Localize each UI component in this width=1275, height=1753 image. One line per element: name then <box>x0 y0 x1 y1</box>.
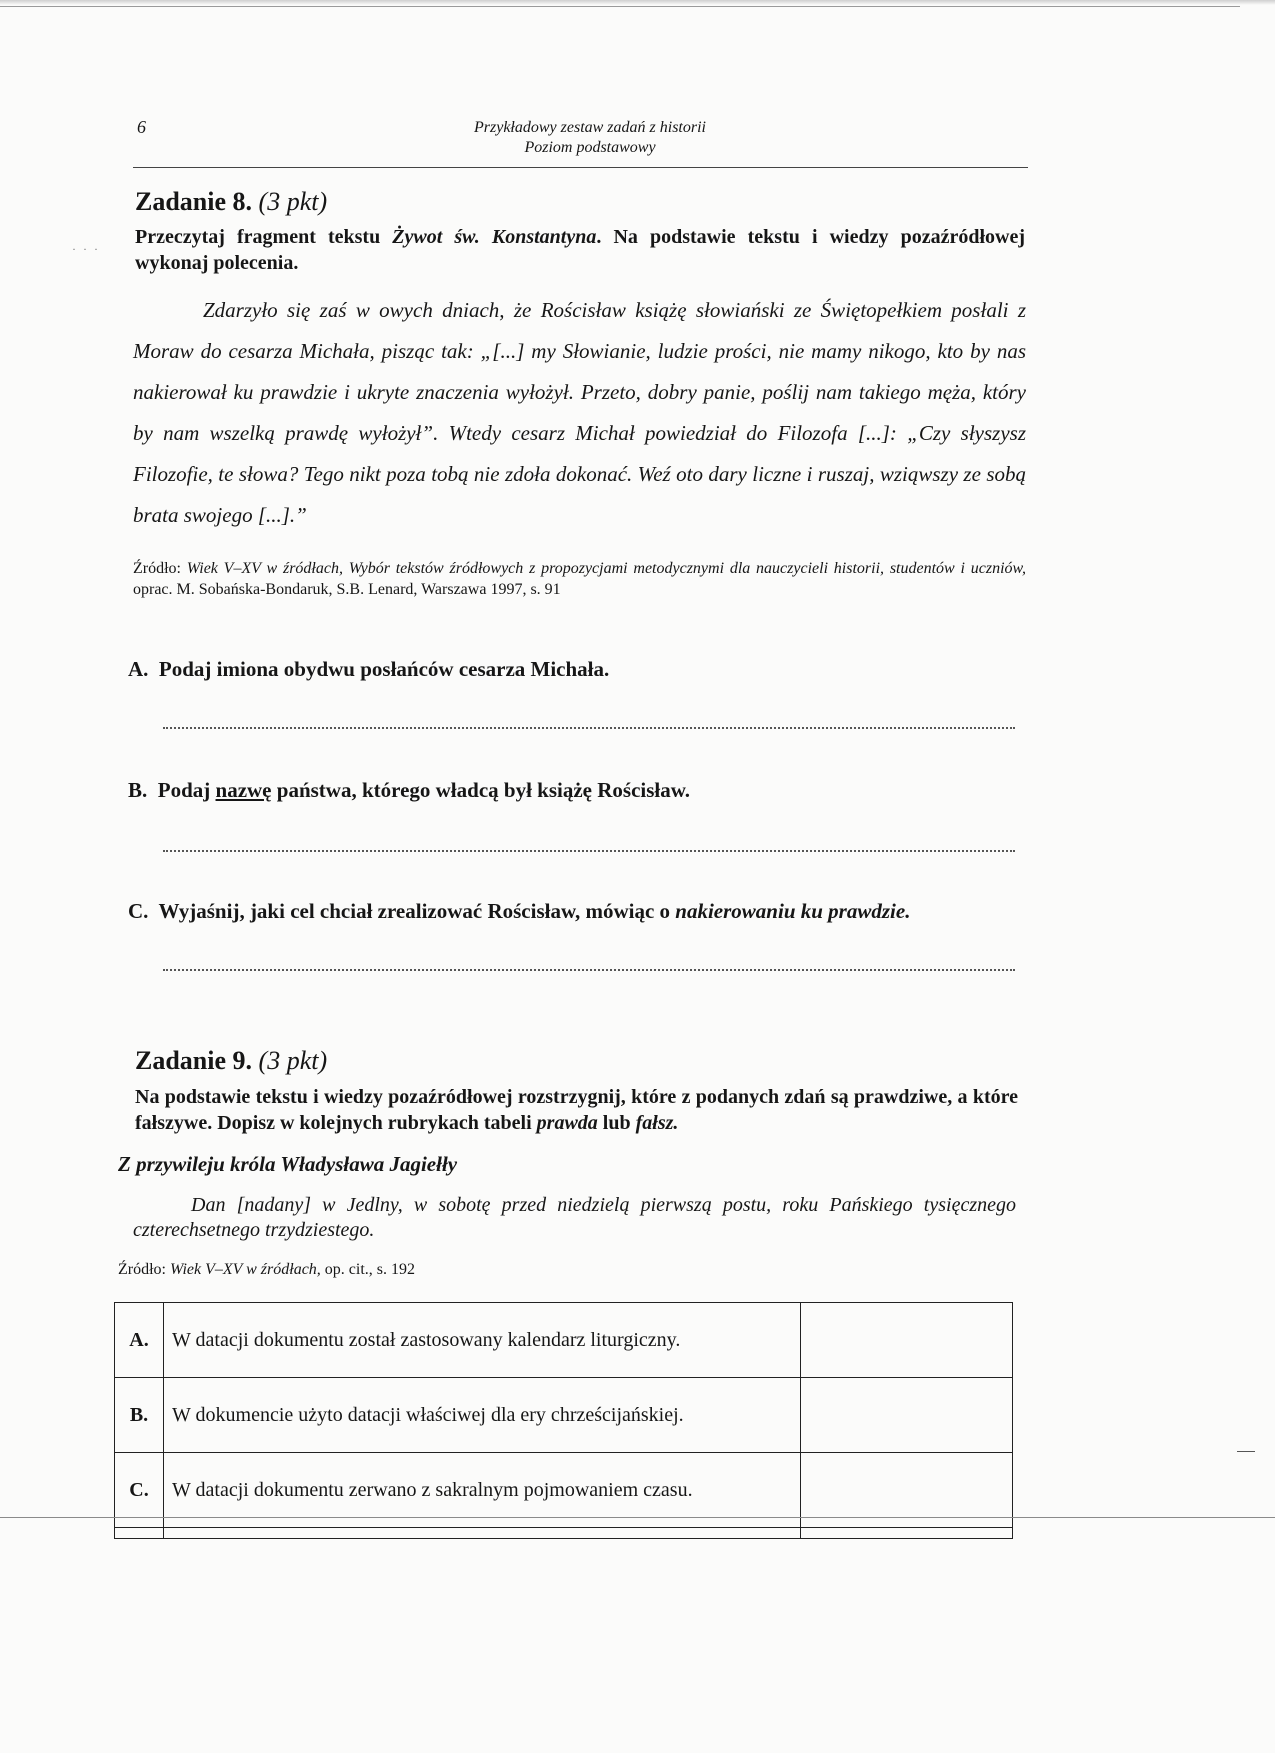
task9-subtitle: Z przywileju króla Władysława Jagiełły <box>118 1152 458 1176</box>
row-c-label: C. <box>115 1453 164 1528</box>
stub-cell <box>164 1528 801 1539</box>
scan-edge-mark <box>1237 1451 1255 1452</box>
question-b-underlined: nazwę <box>215 778 272 802</box>
answer-line-a[interactable] <box>163 727 1015 729</box>
header-title-line1: Przykładowy zestaw zadań z historii <box>473 119 706 136</box>
header-title-line2: Poziom podstawowy <box>524 139 656 156</box>
scan-fold-line <box>0 1517 1275 1518</box>
task8-instruction-title: Żywot św. Konstantyna <box>392 226 597 248</box>
table-stub-row <box>115 1528 1013 1539</box>
task9-number: Zadanie 9. <box>135 1046 253 1075</box>
question-b-pre: Podaj <box>157 778 216 802</box>
page-header <box>380 118 800 158</box>
row-a-statement: W datacji dokumentu został zastosowany kalendarz liturgiczny. <box>164 1303 801 1378</box>
task8-source-work: Wiek V–XV w źródłach, Wybór tekstów źródłowych z propozycjami metodycznymi dla nauczycieli historii, studentów i uczniów, <box>186 560 1027 577</box>
task9-source-text: Dan [nadany] w Jedlny, w sobotę przed niedzielą pierwszą postu, roku Pańskiego tysięcznego czterechsetnego trzydziestego. <box>133 1194 1016 1241</box>
task8-question-a <box>128 657 609 682</box>
task9-instruction-pre: Na podstawie tekstu i wiedzy pozaźródłowej rozstrzygnij, które z podanych zdań są prawdziwe, a które fałszywe. Dopisz w kolejnych rubrykach tabeli <box>135 1086 1018 1134</box>
task8-instruction <box>135 224 1025 276</box>
question-c-label: C. <box>128 899 149 923</box>
task8-instruction-post: . Na podstawie tekstu i wiedzy pozaźródłowej wykonaj polecenia. <box>135 226 1025 274</box>
question-b-label: B. <box>128 778 148 802</box>
stub-cell <box>115 1528 164 1539</box>
task8-source-citation <box>133 558 1026 600</box>
row-a-answer-cell[interactable] <box>801 1303 1013 1378</box>
header-rule <box>133 167 1028 168</box>
scan-top-shadow <box>0 0 1275 5</box>
row-a-label: A. <box>115 1303 164 1378</box>
task8-number: Zadanie 8. <box>135 187 253 216</box>
answer-line-b[interactable] <box>163 850 1015 852</box>
task9-instruction-false: fałsz. <box>635 1112 679 1134</box>
scan-top-line <box>0 6 1240 7</box>
answer-line-c[interactable] <box>163 969 1015 971</box>
task9-instruction-true: prawda <box>536 1112 598 1134</box>
row-b-label: B. <box>115 1378 164 1453</box>
task9-source-citation <box>118 1259 1011 1280</box>
task9-instruction <box>135 1084 1018 1136</box>
stub-cell <box>801 1528 1013 1539</box>
scan-dots: · · · <box>72 242 100 256</box>
task9-source-work: Wiek V–XV w źródłach, <box>170 1261 321 1278</box>
table-row <box>115 1303 1013 1378</box>
table-row <box>115 1378 1013 1453</box>
task8-points: (3 pkt) <box>258 187 328 216</box>
row-b-statement: W dokumencie użyto datacji właściwej dla ery chrześcijańskiej. <box>164 1378 801 1453</box>
task8-question-c <box>128 899 910 924</box>
task9-source-rest: op. cit., s. 192 <box>320 1261 416 1278</box>
page-number: 6 <box>137 117 146 137</box>
task9-points: (3 pkt) <box>258 1046 328 1075</box>
question-a-text: Podaj imiona obydwu posłańców cesarza Michała. <box>158 657 610 681</box>
row-b-answer-cell[interactable] <box>801 1378 1013 1453</box>
task8-title <box>135 187 327 217</box>
question-c-pre: Wyjaśnij, jaki cel chciał zrealizować Rościsław, mówiąc o <box>158 899 676 923</box>
task9-instruction-mid: lub <box>597 1112 636 1134</box>
task9-title <box>135 1046 327 1076</box>
question-c-italic: nakierowaniu ku prawdzie. <box>675 899 911 923</box>
question-a-label: A. <box>128 657 149 681</box>
row-c-statement: W datacji dokumentu zerwano z sakralnym pojmowaniem czasu. <box>164 1453 801 1528</box>
true-false-table <box>114 1302 1013 1539</box>
task8-source-label: Źródło: <box>133 560 187 577</box>
question-b-post: państwa, którego władcą był książę Rościsław. <box>271 778 690 802</box>
task9-source-label: Źródło: <box>118 1261 170 1278</box>
task8-instruction-pre: Przeczytaj fragment tekstu <box>135 226 393 248</box>
task8-question-b <box>128 778 690 803</box>
task8-source-text: Zdarzyło się zaś w owych dniach, że Rościsław książę słowiański ze Świętopełkiem posłali z Moraw do cesarza Michała, pisząc tak: „[...] my Słowianie, ludzie prości, nie mamy nikogo, kto by nas nakierował ku prawdzie i ukryte znaczenia wyłożył. Przeto, dobry panie, poślij nam takiego męża, który by nam wszelką prawdę wyłożył”. Wtedy cesarz Michał powiedział do Filozofa [...]: „Czy słyszysz Filozofie, te słowa? Tego nikt poza tobą nie zdoła dokonać. Weź oto dary liczne i ruszaj, wziąwszy ze sobą brata swojego [...].” <box>133 298 1026 527</box>
task8-source-rest: oprac. M. Sobańska-Bondaruk, S.B. Lenard, Warszawa 1997, s. 91 <box>133 581 561 598</box>
